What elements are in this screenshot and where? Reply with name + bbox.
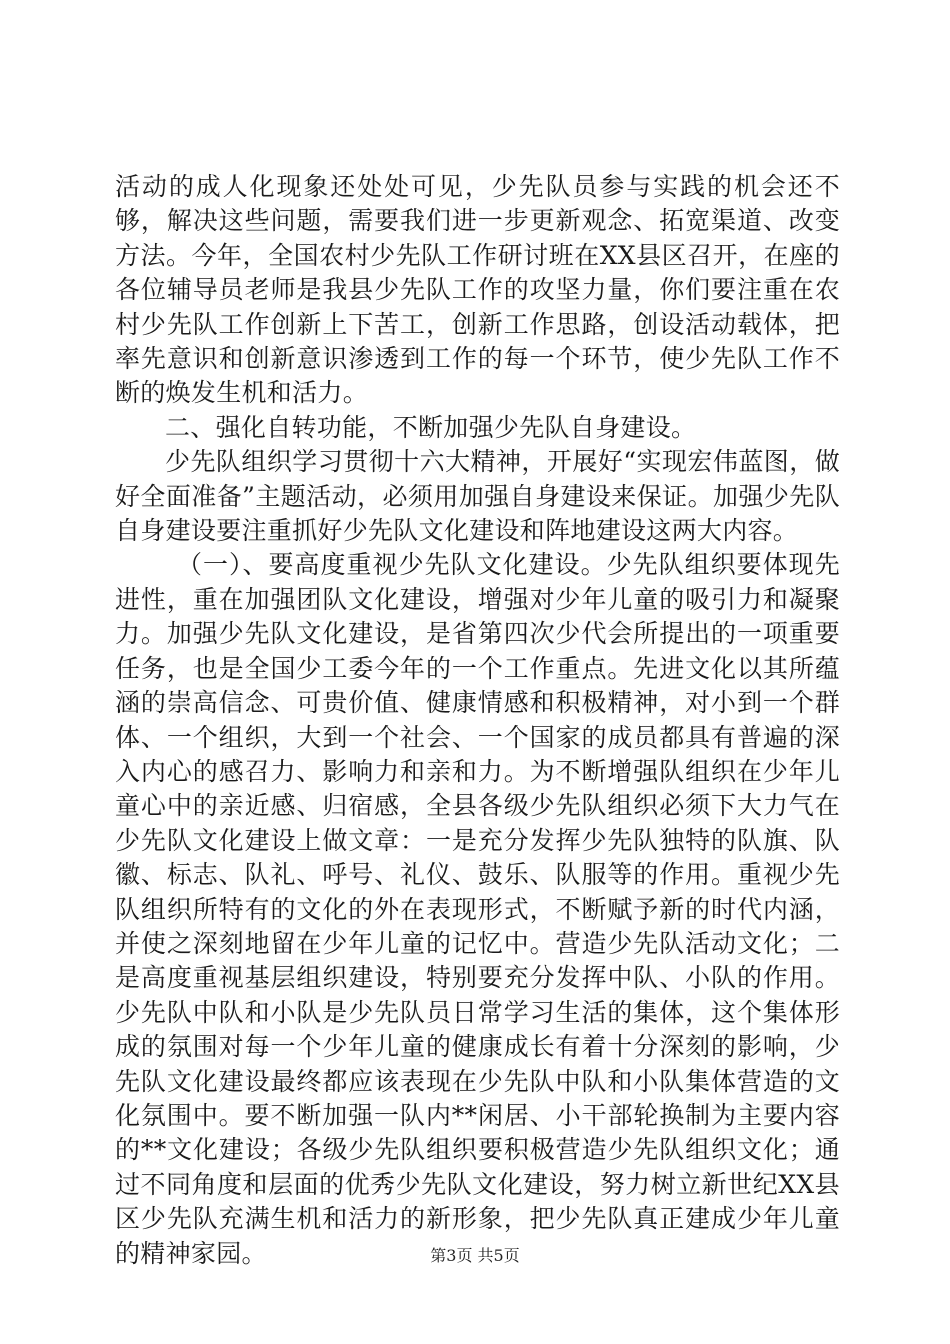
paragraph-continuation: 活动的成人化现象还处处可见，少先队员参与实践的机会还不够，解决这些问题，需要我们进一步更新观念、拓宽渠道、改变方法。今年，全国农村少先队工作研讨班在XX县区召开，在座的各位辅导员老师是我县少先队工作的攻坚力量，你们要注重在农村少先队工作创新上下苦工，创新工作思路，创设活动载体，把率先意识和创新意识渗透到工作的每一个环节，使少先队工作不断的焕发生机和活力。 bbox=[115, 172, 840, 408]
document-body bbox=[115, 170, 840, 1271]
paragraph-subsection-culture: （一）、要高度重视少先队文化建设。少先队组织要体现先进性，重在加强团队文化建设，增强对少年儿童的吸引力和凝聚力。加强少先队文化建设，是省第四次少代会所提出的一项重要任务，也是全国少工委今年的一个工作重点。先进文化以其所蕴涵的崇高信念、可贵价值、健康情感和积极精神，对小到一个群体、一个组织，大到一个社会、一个国家的成员都具有普遍的深入内心的感召力、影响力和亲和力。为不断增强队组织在少年儿童心中的亲近感、归宿感，全县各级少先队组织必须下大力气在少先队文化建设上做文章：一是充分发挥少先队独特的队旗、队徽、标志、队礼、呼号、礼仪、鼓乐、队服等的作用。重视少先队组织所特有的文化的外在表现形式，不断赋予新的时代内涵，并使之深刻地留在少年儿童的记忆中。营造少先队活动文化；二是高度重视基层组织建设，特别要充分发挥中队、小队的作用。少先队中队和小队是少先队员日常学习生活的集体，这个集体形成的氛围对每一个少年儿童的健康成长有着十分深刻的影响，少先队文化建设最终都应该表现在少先队中队和小队集体营造的文化氛围中。要不断加强一队内**闲居、小干部轮换制为主要内容的**文化建设；各级少先队组织要积极营造少先队组织文化；通过不同角度和层面的优秀少先队文化建设，努力树立新世纪XX县区少先队充满生机和活力的新形象，把少先队真正建成少年儿童的精神家园。 bbox=[115, 550, 840, 1268]
paragraph-section-intro: 少先队组织学习贯彻十六大精神，开展好“实现宏伟蓝图，做好全面准备”主题活动，必须用加强自身建设来保证。加强少先队自身建设要注重抓好少先队文化建设和阵地建设这两大内容。 bbox=[115, 447, 840, 546]
section-heading: 二、强化自转功能，不断加强少先队自身建设。 bbox=[165, 412, 697, 442]
page-number-footer: 第3页 共5页 bbox=[430, 1246, 520, 1265]
